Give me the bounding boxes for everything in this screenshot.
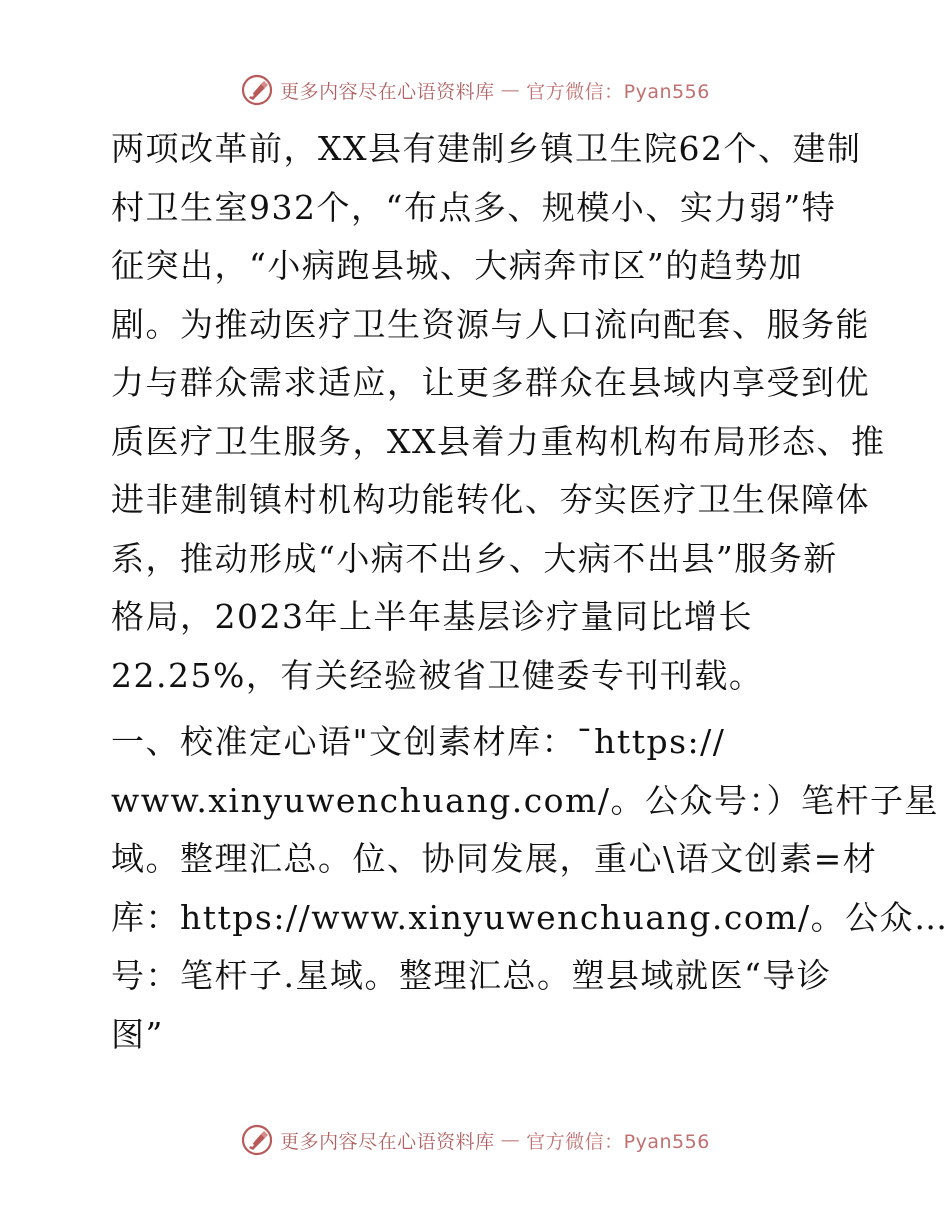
watermark-separator: —: [500, 79, 521, 101]
text-line: 号：笔杆子.星域。整理汇总。塑县域就医“导诊: [111, 956, 832, 995]
text-line: 进非建制镇村机构功能转化、夯实医疗卫生保障体: [111, 480, 870, 519]
document-body: [97, 120, 949, 1064]
text-line: 22.25%，有关经验被省卫健委专刊刊载。: [111, 655, 764, 695]
text-line: 一、校准定心语"文创素材库：¯https://: [111, 722, 726, 761]
watermark-header: [0, 70, 950, 110]
watermark-footer: [0, 1120, 950, 1160]
text-line: 图”: [111, 1014, 164, 1054]
watermark-text: 更多内容尽在心语资料库: [280, 80, 495, 103]
text-line: 征突出，“小病跑县城、大病奔市区”的趋势加: [111, 246, 804, 285]
text-line: 力与群众需求适应，让更多群众在县域内享受到优: [111, 363, 870, 402]
paragraph-reform-background: [97, 120, 886, 705]
text-line: 质医疗卫生服务，XX县着力重构机构布局形态、推: [111, 421, 886, 461]
text-line: 系，推动形成“小病不出乡、大病不出县”服务新: [111, 538, 838, 578]
text-line: 域。整理汇总。位、协同发展，重心\语文创素=材: [111, 839, 878, 878]
pen-nib-logo-icon: [240, 73, 274, 107]
watermark-wechat: 官方微信：Pyan556: [526, 1130, 710, 1153]
watermark-text: 更多内容尽在心语资料库: [280, 1130, 495, 1153]
pen-nib-logo-icon: [240, 1123, 274, 1157]
text-line: 村卫生室932个，“布点多、规模小、实力弱”特: [111, 187, 837, 227]
text-line: 两项改革前，XX县有建制乡镇卫生院62个、建制: [111, 129, 862, 168]
paragraph-section-one: [97, 713, 949, 1064]
text-line: 剧。为推动医疗卫生资源与人口流向配套、服务能: [111, 304, 870, 344]
text-line: 库：https://www.xinyuwenchuang.com/。公众…: [111, 897, 949, 937]
text-line: 格局，2023年上半年基层诊疗量同比增长: [111, 597, 753, 636]
watermark-separator: —: [500, 1129, 521, 1151]
text-line: www.xinyuwenchuang.com/。公众号：）笔杆子星: [111, 780, 939, 820]
watermark-wechat: 官方微信：Pyan556: [526, 80, 710, 103]
